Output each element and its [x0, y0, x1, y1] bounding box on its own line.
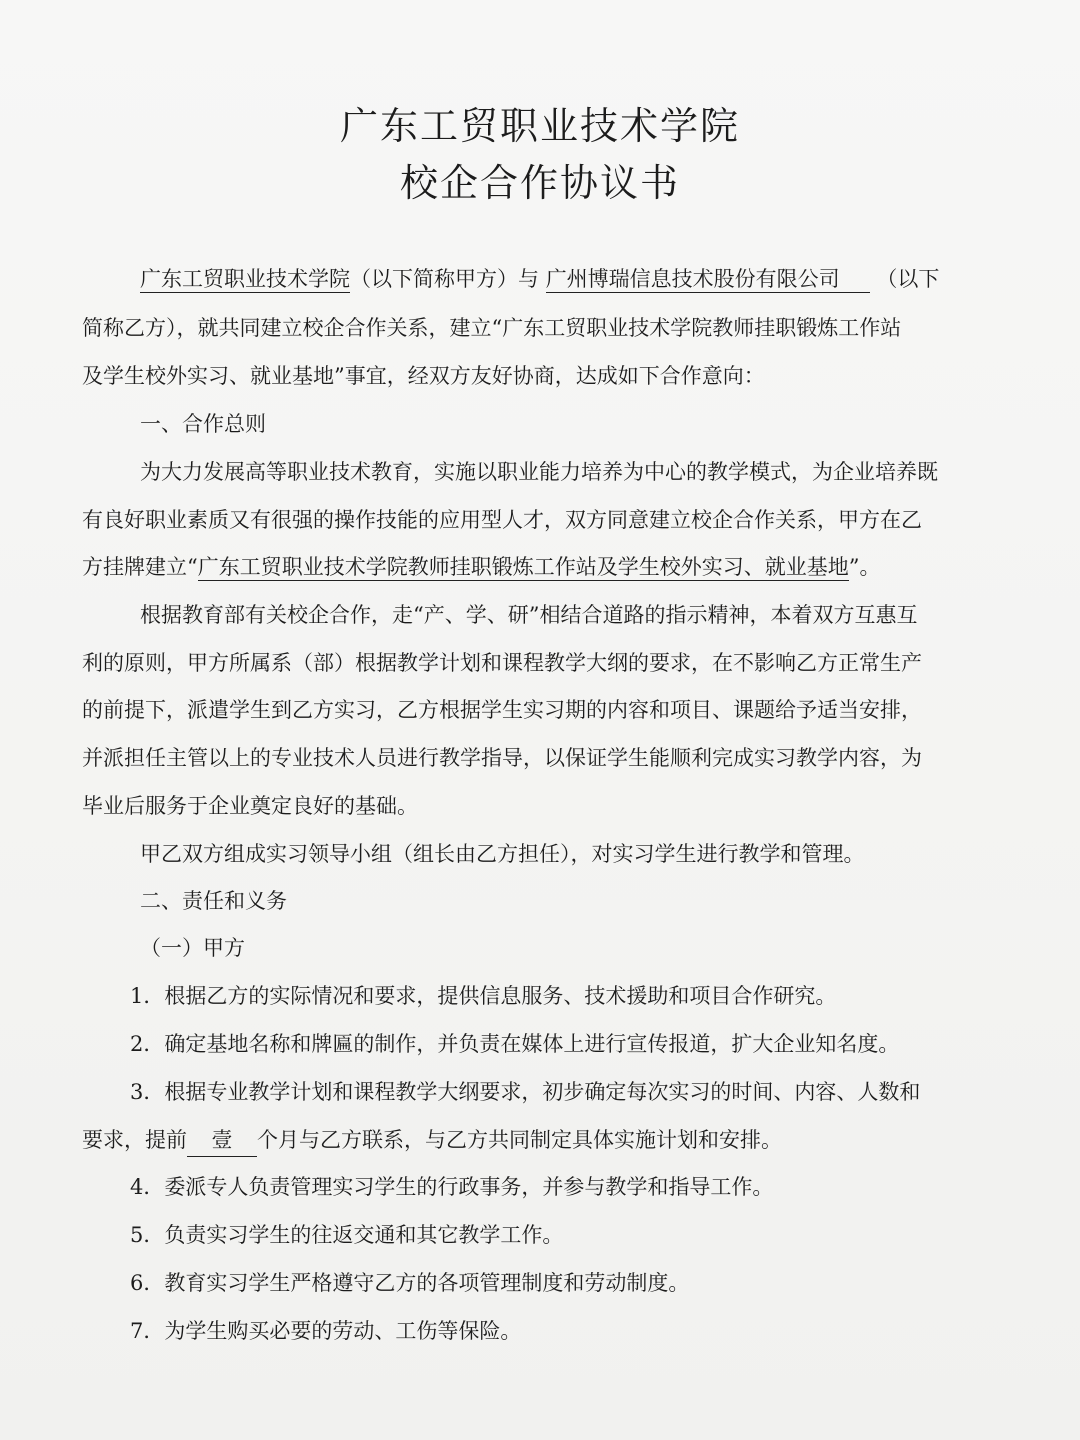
section-1-p1-line-3: [82, 552, 1002, 582]
intro-line-3: 及学生校外实习、就业基地”事宜，经双方友好协商，达成如下合作意向：: [82, 364, 765, 388]
intro-connector: （以下简称甲方）与: [350, 267, 546, 291]
section-1-p2-line-3: 的前提下，派遣学生到乙方实习，乙方根据学生实习期的内容和项目、课题给予适当安排，: [82, 698, 922, 722]
section-1-p1-line-2: 有良好职业素质又有很强的操作技能的应用型人才，双方同意建立校企合作关系，甲方在乙: [82, 508, 922, 532]
section-1-p3: 甲乙双方组成实习领导小组（组长由乙方担任），对实习学生进行教学和管理。: [140, 842, 865, 866]
section-1-p2-line-4: 并派担任主管以上的专业技术人员进行教学指导，以保证学生能顺利完成实习教学内容，为: [82, 746, 922, 770]
intro-suffix: （以下: [869, 267, 940, 291]
item3-suffix: 个月与乙方联系，与乙方共同制定具体实施计划和安排。: [257, 1128, 782, 1152]
duty-item-3-line-1: 3．根据专业教学计划和课程教学大纲要求，初步确定每次实习的时间、内容、人数和: [130, 1080, 921, 1104]
duty-item-5: 5．负责实习学生的往返交通和其它教学工作。: [130, 1223, 564, 1247]
section-1-p2-line-1: 根据教育部有关校企合作，走“产、学、研”相结合道路的指示精神，本着双方互惠互: [140, 603, 918, 627]
duty-item-3-line-2: [82, 1125, 1002, 1157]
party-b-name: 广州博瑞信息技术股份有限公司: [546, 267, 870, 293]
party-a-name: 广东工贸职业技术学院: [140, 267, 350, 291]
duty-item-1: 1．根据乙方的实际情况和要求，提供信息服务、技术援助和项目合作研究。: [130, 984, 837, 1008]
section-1-heading: 一、合作总则: [140, 412, 266, 436]
section-1-p2-line-5: 毕业后服务于企业奠定良好的基础。: [82, 794, 418, 818]
duty-item-2: 2．确定基地名称和牌匾的制作，并负责在媒体上进行宣传报道，扩大企业知名度。: [130, 1032, 900, 1056]
document-title-institution: 广东工贸职业技术学院: [339, 104, 740, 148]
document-title-agreement: 校企合作协议书: [399, 161, 680, 205]
duty-item-4: 4．委派专人负责管理实习学生的行政事务，并参与教学和指导工作。: [130, 1175, 774, 1199]
intro-line-2: 简称乙方），就共同建立校企合作关系，建立“广东工贸职业技术学院教师挂职锻炼工作站: [82, 316, 902, 340]
section-2-party-a-heading: （一）甲方: [140, 936, 245, 960]
duty-item-6: 6．教育实习学生严格遵守乙方的各项管理制度和劳动制度。: [130, 1271, 690, 1295]
months-blank-filled: 壹: [187, 1125, 257, 1157]
item3-prefix: 要求，提前: [82, 1128, 187, 1152]
base-name-underlined: 广东工贸职业技术学院教师挂职锻炼工作站及学生校外实习、就业基地: [197, 555, 849, 579]
section-1-p1-line-1: 为大力发展高等职业技术教育，实施以职业能力培养为中心的教学模式，为企业培养既: [140, 460, 938, 484]
p1-line3-suffix: ”。: [848, 555, 881, 579]
intro-line-1: [140, 264, 1060, 294]
section-1-p2-line-2: 利的原则，甲方所属系（部）根据教学计划和课程教学大纲的要求，在不影响乙方正常生产: [82, 651, 922, 675]
duty-item-7: 7．为学生购买必要的劳动、工伤等保险。: [130, 1319, 522, 1343]
p1-line3-prefix: 方挂牌建立“: [82, 555, 198, 579]
section-2-heading: 二、责任和义务: [140, 889, 287, 913]
